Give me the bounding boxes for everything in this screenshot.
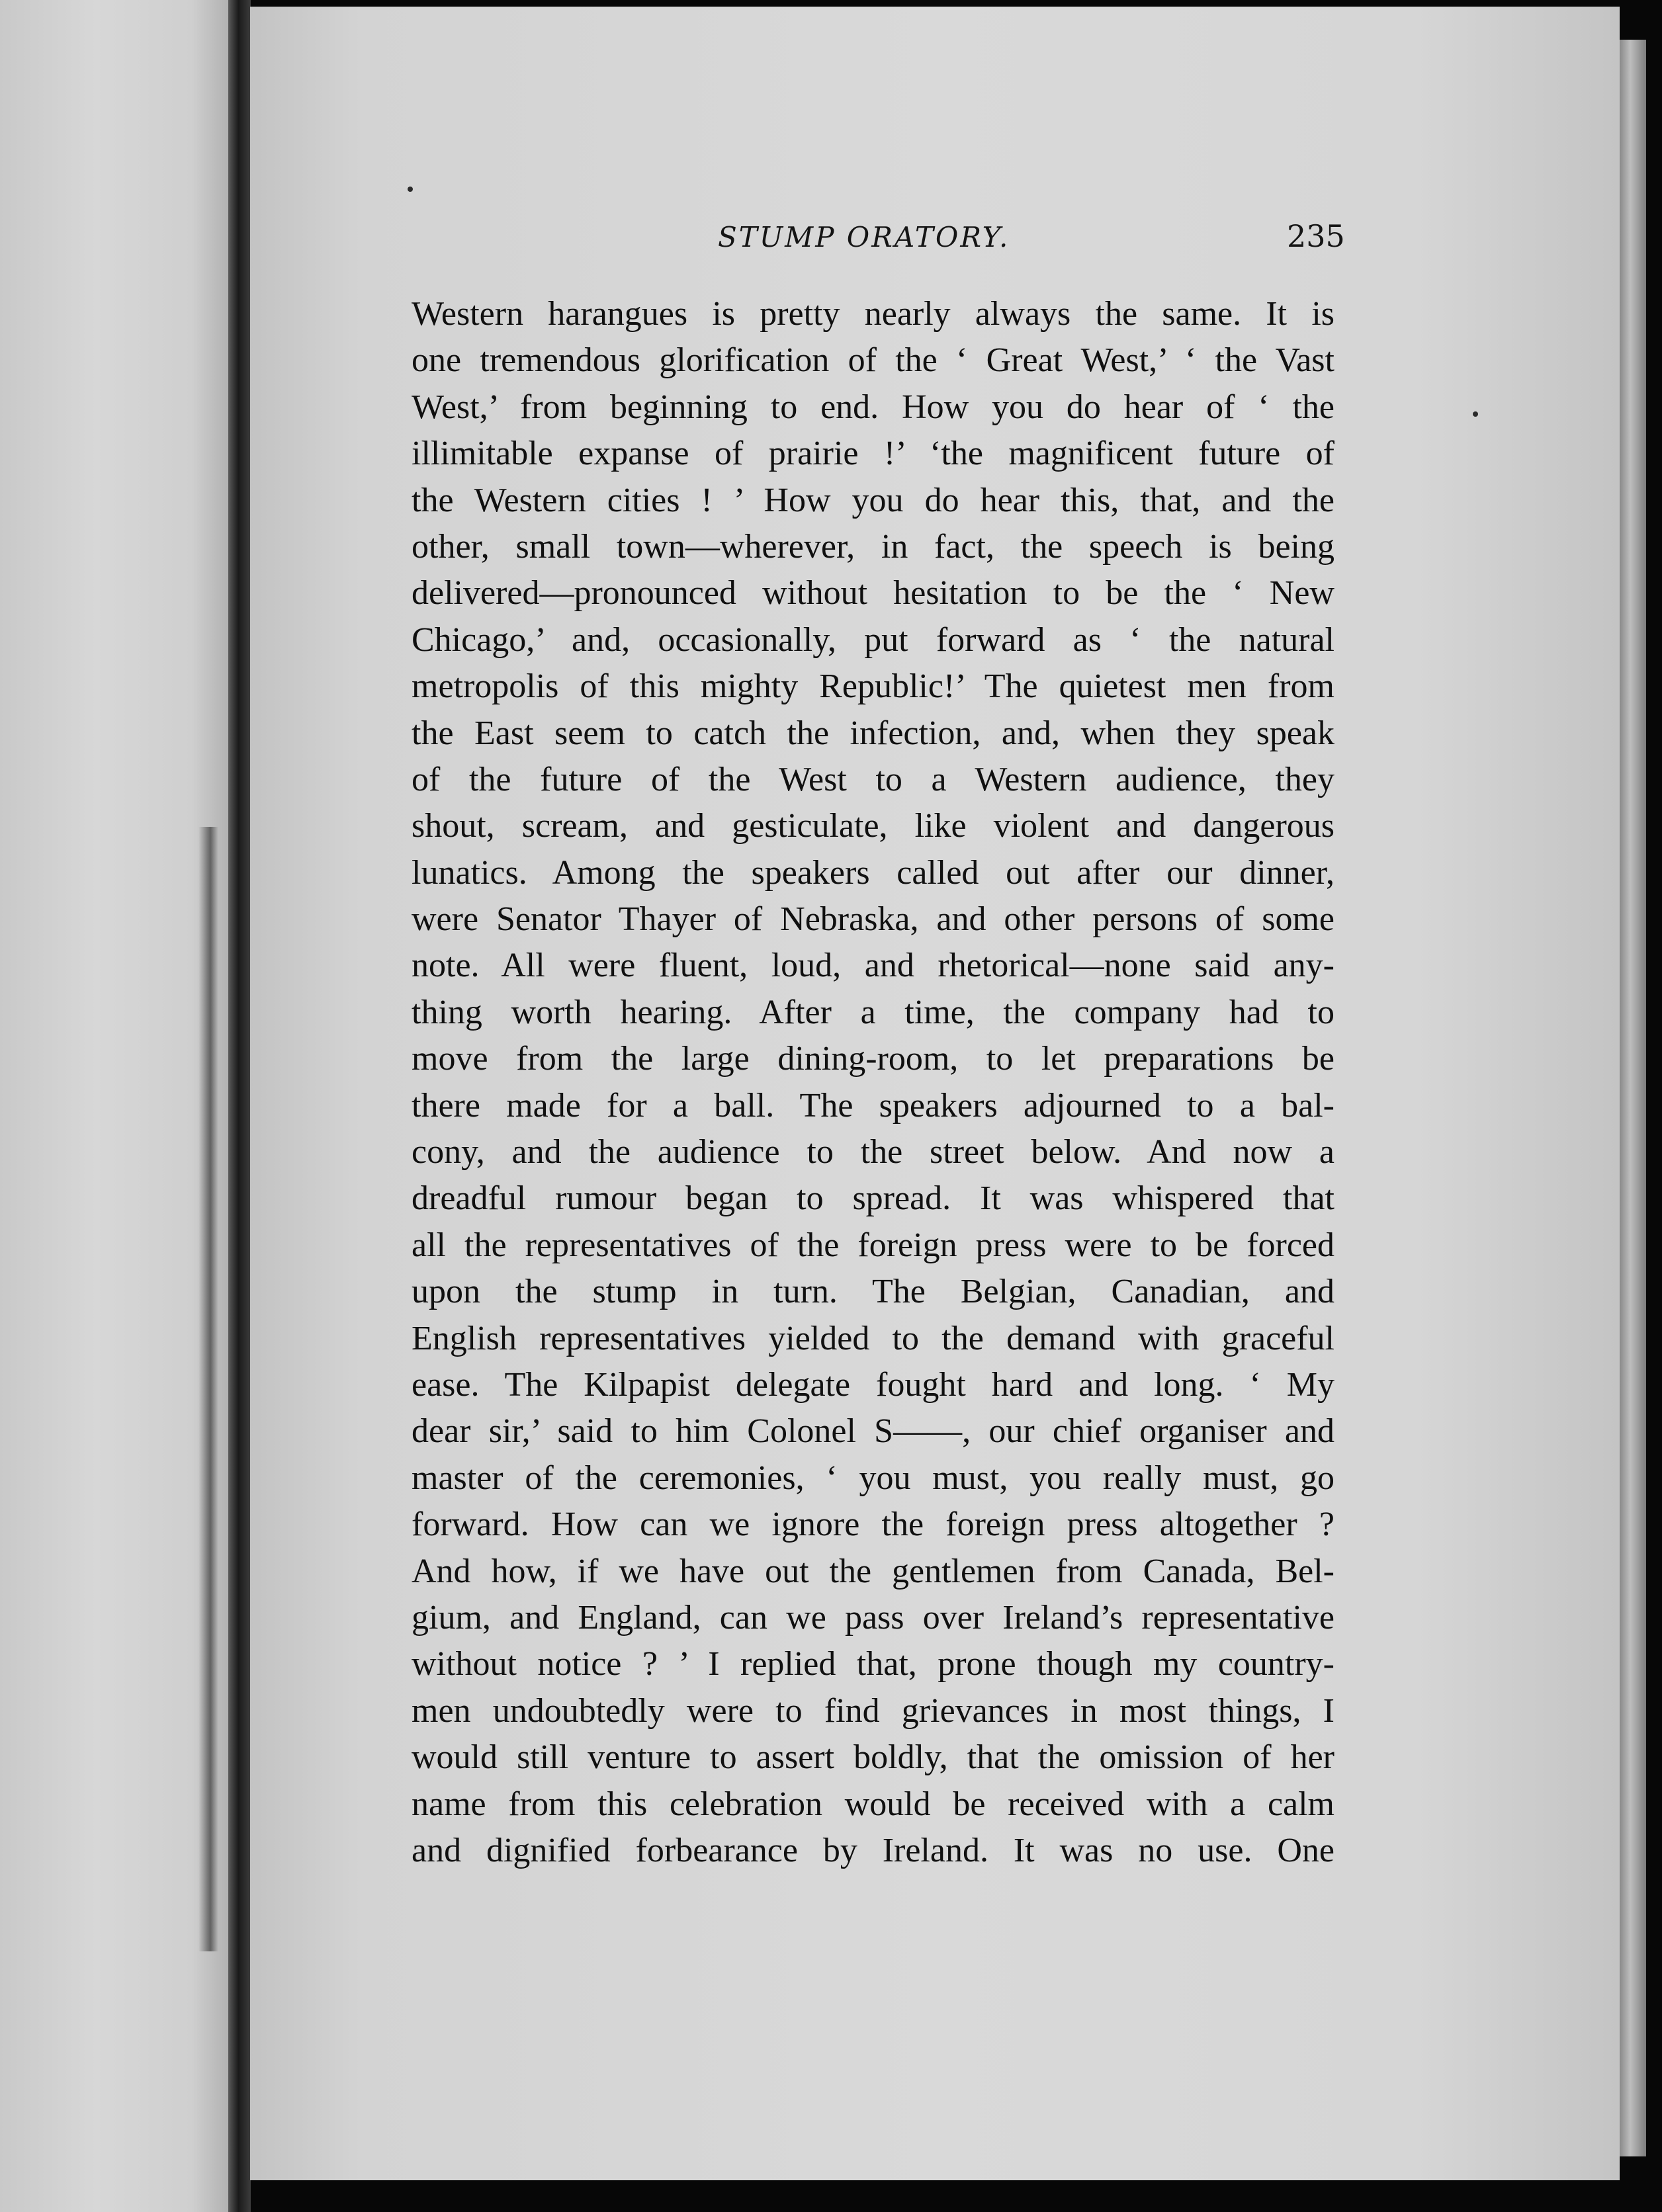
text-line: all the representatives of the foreign press were to be forced xyxy=(412,1226,1334,1264)
text-line: the Western cities ! ’ How you do hear this, that, and the xyxy=(412,481,1334,519)
text-line: move from the large dining-room, to let preparations be xyxy=(412,1040,1334,1078)
page-stack-edge xyxy=(1620,40,1646,2156)
text-line: Chicago,’ and, occasionally, put forward as ‘ the natural xyxy=(412,620,1334,659)
text-line: there made for a ball. The speakers adjourned to a bal- xyxy=(412,1086,1334,1125)
text-line: thing worth hearing. After a time, the company had to xyxy=(412,993,1334,1031)
text-line: And how, if we have out the gentlemen from Canada, Bel- xyxy=(412,1552,1334,1590)
text-line: without notice ? ’ I replied that, prone though my country- xyxy=(412,1645,1334,1683)
text-line: Western harangues is pretty nearly always the same. It is xyxy=(412,295,1334,333)
dust-speck xyxy=(1473,411,1478,417)
text-line: forward. How can we ignore the foreign press altogether ? xyxy=(412,1506,1334,1544)
text-line: delivered—pronounced without hesitation to be the ‘ New xyxy=(412,574,1334,613)
text-line: were Senator Thayer of Nebraska, and other persons of some xyxy=(412,900,1334,939)
running-head: STUMP ORATORY. xyxy=(718,221,1010,253)
binding-fold xyxy=(228,0,251,2212)
gutter-shadow xyxy=(198,827,218,1951)
dust-speck xyxy=(408,187,413,192)
text-line: the East seem to catch the infection, and, when they speak xyxy=(412,714,1334,752)
text-line: illimitable expanse of prairie !’ ‘the magnificent future of xyxy=(412,435,1334,473)
text-line: other, small town—wherever, in fact, the speech is being xyxy=(412,527,1334,566)
text-line: of the future of the West to a Western audience, they xyxy=(412,760,1334,798)
text-line: cony, and the audience to the street below. And now a xyxy=(412,1133,1334,1171)
text-line: West,’ from beginning to end. How you do hear of ‘ the xyxy=(412,388,1334,426)
text-line: English representatives yielded to the demand with graceful xyxy=(412,1319,1334,1357)
text-line: dear sir,’ said to him Colonel S——, our chief organiser and xyxy=(412,1412,1334,1451)
text-line: name from this celebration would be received with a calm xyxy=(412,1785,1334,1823)
text-line: upon the stump in turn. The Belgian, Canadian, and xyxy=(412,1273,1334,1311)
text-line: master of the ceremonies, ‘ you must, you really must, go xyxy=(412,1459,1334,1497)
text-line: lunatics. Among the speakers called out after our dinner, xyxy=(412,853,1334,892)
text-line: one tremendous glorification of the ‘ Great West,’ ‘ the Vast xyxy=(412,341,1334,380)
text-line: note. All were fluent, loud, and rhetorical—none said any- xyxy=(412,947,1334,985)
text-line: shout, scream, and gesticulate, like violent and dangerous xyxy=(412,807,1334,845)
text-line: metropolis of this mighty Republic!’ The quietest men from xyxy=(412,667,1334,706)
text-line: gium, and England, can we pass over Ireland’s representative xyxy=(412,1598,1334,1637)
text-line: dreadful rumour began to spread. It was whispered that xyxy=(412,1179,1334,1218)
text-line: men undoubtedly were to find grievances in most things, I xyxy=(412,1691,1334,1730)
page-number: 235 xyxy=(1287,218,1345,254)
body-text xyxy=(412,291,1334,1874)
text-line: and dignified forbearance by Ireland. It was no use. One xyxy=(412,1831,1334,1869)
text-line: ease. The Kilpapist delegate fought hard and long. ‘ My xyxy=(412,1365,1334,1404)
text-line: would still venture to assert boldly, that the omission of her xyxy=(412,1738,1334,1777)
